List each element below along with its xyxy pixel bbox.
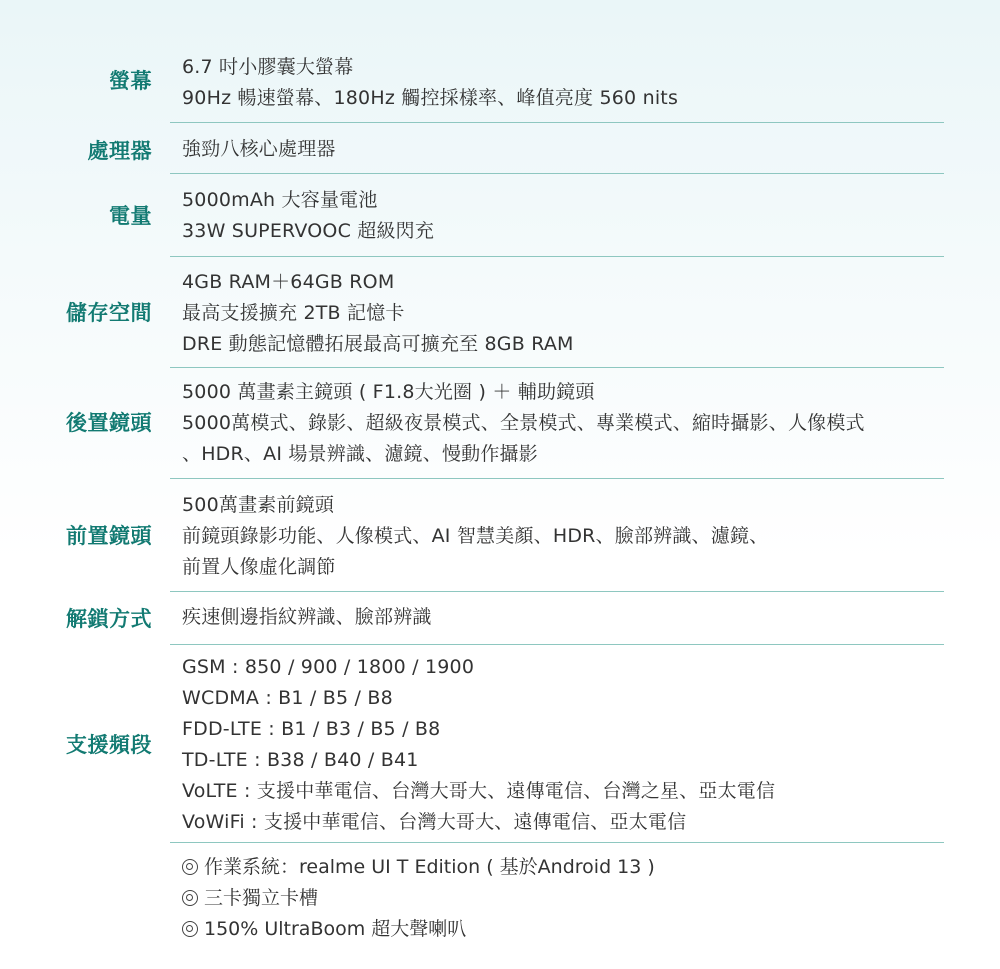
extra-item-text: 150% UltraBoom 超大聲喇叭 [204,918,467,940]
spec-lines [182,52,972,114]
spec-label: 儲存空間 [66,301,152,325]
spec-label: 後置鏡頭 [66,411,152,435]
divider [170,478,944,479]
divider [170,122,944,123]
spec-lines [182,267,972,360]
spec-line: 500萬畫素前鏡頭 [182,494,335,516]
double-circle-icon [182,890,198,906]
spec-line: 強勁八核心處理器 [182,138,336,160]
extra-item-os [182,852,972,883]
divider [170,644,944,645]
spec-label: 處理器 [87,139,152,163]
spec-lines [182,134,972,165]
divider [170,256,944,257]
spec-line: 5000 萬畫素主鏡頭 ( F1.8大光圈 ) ＋ 輔助鏡頭 [182,381,595,403]
extra-item-sim [182,883,972,914]
spec-line: 疾速側邊指紋辨識、臉部辨識 [182,606,432,628]
divider [170,367,944,368]
spec-line: VoWiFi : 支援中華電信、台灣大哥大、遠傳電信、亞太電信 [182,811,687,833]
spec-line: TD-LTE : B38 / B40 / B41 [182,749,419,771]
spec-line: GSM : 850 / 900 / 1800 / 1900 [182,656,475,678]
spec-lines [182,490,972,583]
spec-label: 解鎖方式 [66,607,152,631]
spec-line: 6.7 吋小膠囊大螢幕 [182,56,354,78]
spec-label: 支援頻段 [66,733,152,757]
extra-item-speaker [182,914,972,945]
spec-label: 電量 [109,204,152,228]
divider [170,842,944,843]
spec-line: FDD-LTE : B1 / B3 / B5 / B8 [182,718,441,740]
spec-lines [182,185,972,247]
spec-line: 5000萬模式、錄影、超級夜景模式、全景模式、專業模式、縮時攝影、人像模式 [182,412,865,434]
spec-lines [182,602,972,633]
spec-line: 33W SUPERVOOC 超級閃充 [182,220,435,242]
extra-item-text: 三卡獨立卡槽 [204,887,319,909]
extra-features [182,852,972,945]
spec-label: 螢幕 [109,69,152,93]
spec-line: WCDMA : B1 / B5 / B8 [182,687,393,709]
spec-line: 前鏡頭錄影功能、人像模式、AI 智慧美顏、HDR、臉部辨識、濾鏡、 [182,525,769,547]
spec-lines [182,377,972,470]
double-circle-icon [182,859,198,875]
spec-line: DRE 動態記憶體拓展最高可擴充至 8GB RAM [182,333,574,355]
divider [170,173,944,174]
spec-label: 前置鏡頭 [66,524,152,548]
spec-line: 90Hz 暢速螢幕、180Hz 觸控採樣率、峰值亮度 560 nits [182,87,679,109]
spec-lines [182,652,972,838]
spec-line: 5000mAh 大容量電池 [182,189,378,211]
divider [170,591,944,592]
spec-line: VoLTE : 支援中華電信、台灣大哥大、遠傳電信、台灣之星、亞太電信 [182,780,776,802]
spec-line: 4GB RAM＋64GB ROM [182,271,395,293]
spec-line: 最高支援擴充 2TB 記憶卡 [182,302,405,324]
spec-line: 、HDR、AI 場景辨識、濾鏡、慢動作攝影 [182,443,538,465]
spec-line: 前置人像虛化調節 [182,556,336,578]
double-circle-icon [182,921,198,937]
extra-item-text: 作業系統：realme UI T Edition ( 基於Android 13 ) [204,856,655,878]
